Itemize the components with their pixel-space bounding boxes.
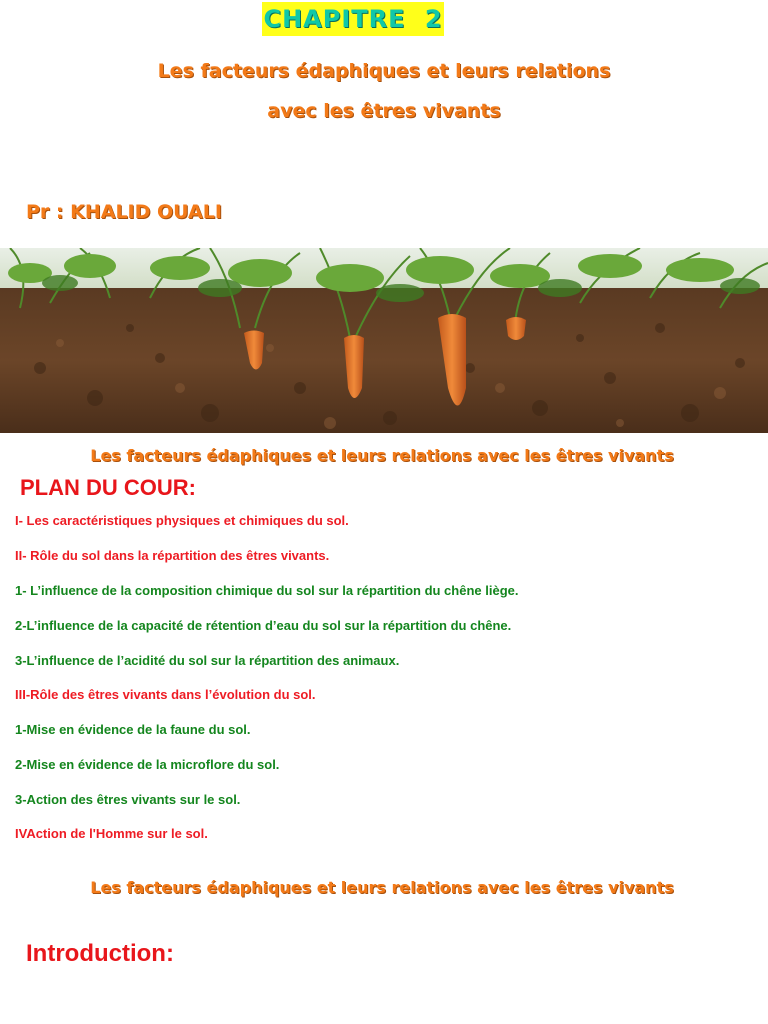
plan-item: 3-Action des êtres vivants sur le sol. <box>15 792 241 807</box>
chapter-label: CHAPITRE 2 <box>263 5 443 33</box>
plan-item: III-Rôle des êtres vivants dans l’évolution du sol. <box>15 687 316 702</box>
section-subtitle: Les facteurs édaphiques et leurs relations avec les êtres vivants <box>90 446 674 465</box>
chapter-badge <box>262 2 444 36</box>
plan-item: IVAction de l'Homme sur le sol. <box>15 826 208 841</box>
author-name: Pr : KHALID OUALI <box>26 201 222 223</box>
introduction-heading: Introduction: <box>26 940 174 967</box>
plan-item: 3-L’influence de l’acidité du sol sur la répartition des animaux. <box>15 653 400 668</box>
plan-item: 1- L’influence de la composition chimique du sol sur la répartition du chêne liège. <box>15 583 519 598</box>
plan-item: I- Les caractéristiques physiques et chimiques du sol. <box>15 513 349 528</box>
plan-item: II- Rôle du sol dans la répartition des êtres vivants. <box>15 548 330 563</box>
carrot-field-photo <box>0 248 768 433</box>
plan-item: 2-L’influence de la capacité de rétention d’eau du sol sur la répartition du chêne. <box>15 618 512 633</box>
plan-item: 1-Mise en évidence de la faune du sol. <box>15 722 251 737</box>
document-title-line-2: avec les êtres vivants <box>267 100 501 122</box>
plan-item: 2-Mise en évidence de la microflore du sol. <box>15 757 280 772</box>
section-subtitle: Les facteurs édaphiques et leurs relations avec les êtres vivants <box>90 878 674 897</box>
plan-heading: PLAN DU COUR: <box>20 475 196 500</box>
document-title-line-1: Les facteurs édaphiques et leurs relations <box>157 60 611 82</box>
